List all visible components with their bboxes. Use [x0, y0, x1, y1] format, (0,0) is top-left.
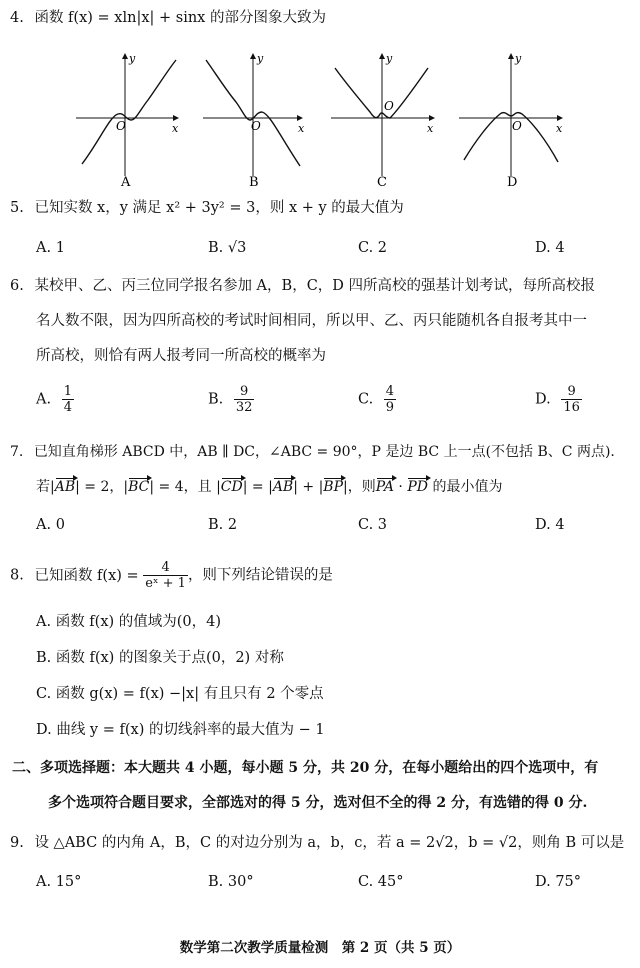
svg-text:y: y [129, 52, 136, 65]
q9-option-d[interactable]: D. 75° [535, 874, 582, 890]
q7-option-c[interactable]: C. 3 [358, 517, 388, 533]
vector-cd: CD [220, 479, 243, 495]
q5-option-b[interactable]: B. √3 [208, 240, 247, 256]
svg-text:x: x [298, 122, 305, 135]
q4-graphs [0, 40, 640, 190]
svg-text:O: O [116, 119, 126, 133]
vector-ab: AB [54, 479, 76, 495]
q7-option-a[interactable]: A. 0 [36, 517, 65, 533]
q9-option-b[interactable]: B. 30° [208, 874, 254, 890]
graph-label-d: D [507, 175, 518, 190]
q7-option-b[interactable]: B. 2 [208, 517, 238, 533]
vector-bc: BC [128, 479, 150, 495]
svg-text:y: y [386, 52, 393, 65]
q6-option-a[interactable]: A. $\frac{1}{4}$ [36, 384, 72, 415]
graph-label-b: B [249, 175, 259, 190]
svg-text:x: x [172, 122, 179, 135]
vector-ab-2: AB [272, 479, 294, 495]
q7-stem-line2: 若|AB| = 2，|BC| = 4，且 |CD| = |AB| + |BP|，则PA · PD 的最小值为 [36, 479, 503, 495]
graph-label-a: A [121, 175, 131, 190]
q8-option-b[interactable]: B. 函数 f(x) 的图象关于点(0，2) 对称 [36, 650, 284, 666]
svg-text:O: O [512, 119, 522, 133]
q8-option-c[interactable]: C. 函数 g(x) = f(x) −|x| 有且只有 2 个零点 [36, 686, 324, 702]
q6-stem-line1: 6. 某校甲、乙、丙三位同学报名参加 A，B，C，D 四所高校的强基计划考试，每所高校报 [10, 278, 596, 294]
q9-stem: 9. 设 △ABC 的内角 A，B，C 的对边分别为 a，b，c，若 a = 2√2，b = √2，则角 B 可以是 [10, 835, 625, 851]
q6-option-b[interactable]: B. $\frac{9}{32}$ [208, 384, 253, 415]
q5-option-c[interactable]: C. 2 [358, 240, 388, 256]
svg-text:x: x [556, 122, 563, 135]
graph-d [459, 52, 563, 176]
page-footer: 数学第二次教学质量检测 第 2 页（共 5 页） [179, 940, 461, 956]
svg-text:y: y [515, 52, 522, 65]
q6-option-c[interactable]: C. $\frac{4}{9}$ [358, 384, 395, 415]
q5-stem: 5. 已知实数 x，y 满足 x² + 3y² = 3，则 x + y 的最大值为 [10, 200, 404, 216]
section2-heading-line2: 多个选项符合题目要求，全部选对的得 5 分，选对但不全的得 2 分，有选错的得 0 分. [48, 795, 588, 811]
vector-pa: PA [375, 479, 394, 495]
svg-text:O: O [384, 99, 394, 113]
q8-option-a[interactable]: A. 函数 f(x) 的值域为(0，4) [36, 614, 222, 630]
q5-option-d[interactable]: D. 4 [535, 240, 565, 256]
graph-label-c: C [377, 175, 387, 190]
q7-stem-line1: 7. 已知直角梯形 ABCD 中，AB ∥ DC，∠ABC = 90°，P 是边 BC 上一点(不包括 B、C 两点). [10, 444, 615, 460]
q5-option-a[interactable]: A. 1 [36, 240, 65, 256]
section2-heading-line1: 二、多项选择题：本大题共 4 小题，每小题 5 分，共 20 分，在每小题给出的四个选项中，有 [12, 760, 599, 776]
svg-text:x: x [427, 122, 434, 135]
q9-option-a[interactable]: A. 15° [36, 874, 82, 890]
graph-c [331, 52, 434, 176]
vector-pd: PD [407, 479, 428, 495]
q6-stem-line3: 所高校，则恰有两人报考同一所高校的概率为 [36, 348, 326, 364]
q8-option-d[interactable]: D. 曲线 y = f(x) 的切线斜率的最大值为 − 1 [36, 722, 325, 738]
q8-stem: 8. 已知函数 f(x) = $\frac{4}{\text{eˣ + 1}}$ ，则下列结论错误的是 [10, 560, 333, 591]
svg-text:y: y [257, 52, 264, 65]
q4-stem: 4. 函数 f(x) = xln|x| + sinx 的部分图象大致为 [10, 10, 326, 26]
graph-b [203, 52, 305, 176]
vector-bp: BP [323, 479, 344, 495]
q7-option-d[interactable]: D. 4 [535, 517, 565, 533]
q6-stem-line2: 名人数不限，因为四所高校的考试时间相同，所以甲、乙、丙只能随机各自报考其中一 [36, 313, 587, 329]
graph-a [76, 52, 179, 176]
q9-option-c[interactable]: C. 45° [358, 874, 404, 890]
q6-option-d[interactable]: D. $\frac{9}{16}$ [535, 384, 580, 415]
svg-text:O: O [251, 119, 261, 133]
